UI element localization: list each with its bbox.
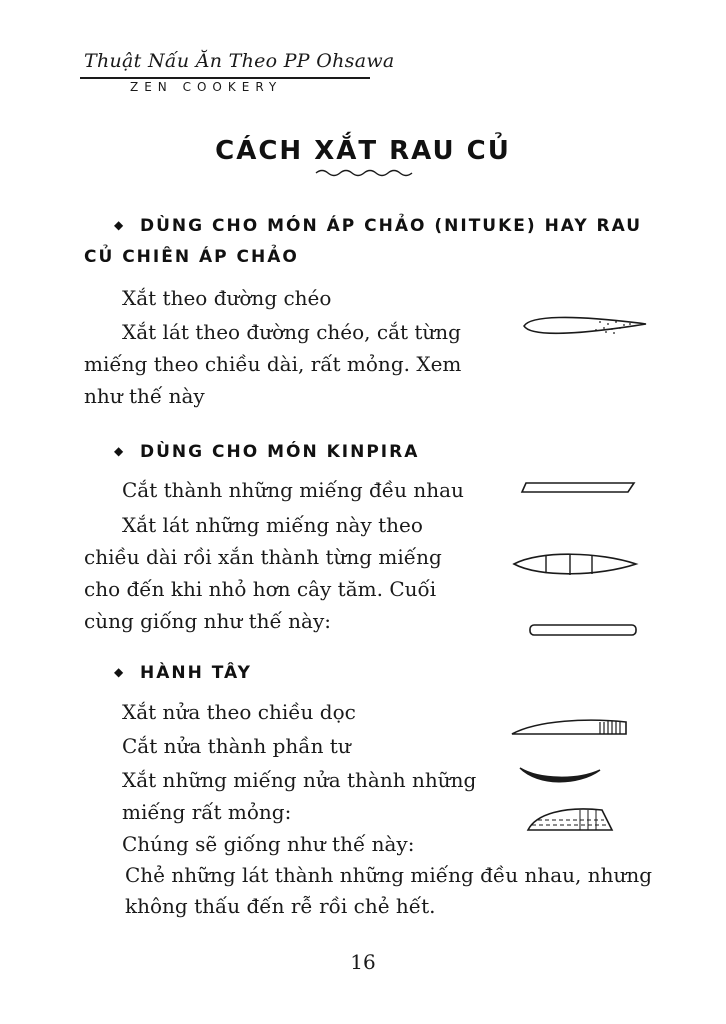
- paragraph: Xắt lát theo đường chéo, cắt từng miếng theo chiều dài, rất mỏng. Xem như thế này: [84, 320, 462, 408]
- segmented-slice-figure: [510, 548, 640, 584]
- diamond-bullet-icon: ◆: [114, 444, 126, 458]
- heading-text: HÀNH TÂY: [140, 663, 252, 683]
- paragraph: Xắt nửa theo chiều dọc: [122, 700, 356, 724]
- diagonal-slice-figure: [520, 310, 650, 346]
- paragraph: Xắt theo đường chéo: [122, 286, 332, 310]
- page-number: 16: [350, 950, 376, 974]
- half-onion-figure: [508, 716, 634, 738]
- wave-ornament-icon: [314, 168, 414, 178]
- paragraph: Chẻ những lát thành những miếng đều nhau, nhưng không thấu đến rễ rồi chẻ hết.: [125, 863, 653, 918]
- diamond-bullet-icon: ◆: [114, 665, 126, 679]
- flat-strip-figure: [520, 478, 640, 498]
- heading-kinpira: [84, 436, 654, 468]
- heading-onion: [84, 657, 654, 689]
- paragraph: Chúng sẽ giống như thế này:: [122, 832, 415, 856]
- section-title: CÁCH XẮT RAU CỦ: [215, 136, 511, 166]
- paragraph: Cắt nửa thành phần tư: [122, 734, 351, 758]
- paragraph: Cắt thành những miếng đều nhau: [122, 478, 464, 502]
- diamond-bullet-icon: ◆: [114, 218, 126, 232]
- heading-text: DÙNG CHO MÓN ÁP CHẢO (NITUKE) HAY RAU CỦ CHIÊN ÁP CHẢO: [84, 216, 643, 267]
- paragraph: Xắt những miếng nửa thành những miếng rất mỏng:: [122, 768, 477, 824]
- crescent-slice-figure: [518, 764, 602, 788]
- paragraph: Xắt lát những miếng này theo chiều dài rồi xắn thành từng miếng cho đến khi nhỏ hơn cây tăm. Cuối cùng giống như thế này:: [84, 513, 442, 633]
- running-header-subtitle: ZEN COOKERY: [130, 80, 283, 94]
- heading-text: DÙNG CHO MÓN KINPIRA: [140, 442, 420, 462]
- heading-nituke: [84, 210, 654, 273]
- running-header-title: Thuật Nấu Ăn Theo PP Ohsawa: [84, 50, 395, 72]
- thin-stick-figure: [528, 622, 640, 640]
- header-rule: [80, 77, 370, 79]
- hatched-onion-figure: [524, 806, 616, 834]
